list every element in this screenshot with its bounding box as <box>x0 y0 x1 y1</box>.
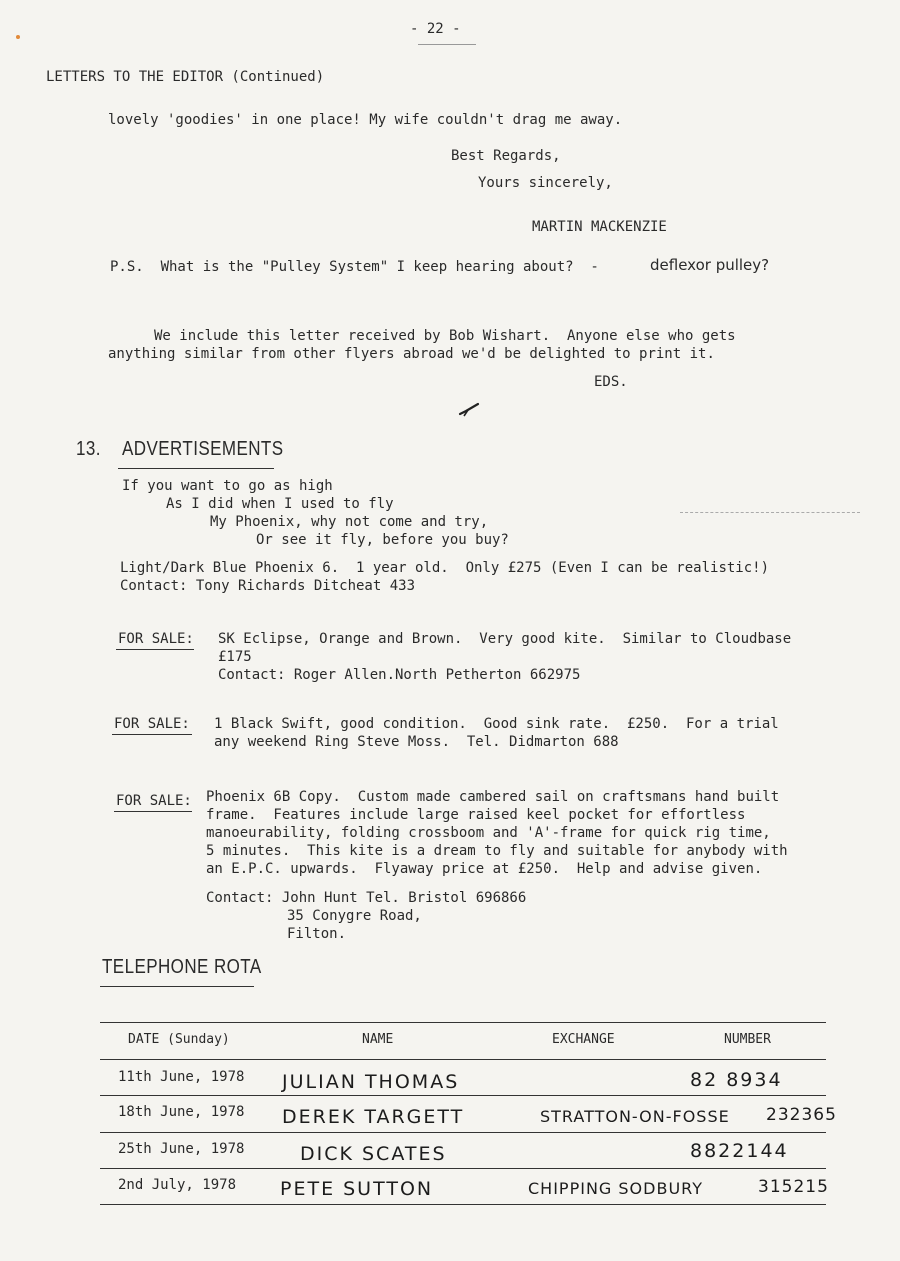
ads-title-underline <box>118 468 274 469</box>
ad-swift-line-1: 1 Black Swift, good condition. Good sink rate. £250. For a trial <box>214 716 779 732</box>
rota-bottom-rule <box>100 1204 826 1205</box>
letter-regards: Best Regards, <box>451 148 561 164</box>
rota-row-4-number: 315215 <box>758 1177 829 1197</box>
rota-row-rule-1 <box>100 1095 826 1096</box>
rota-row-3-date: 25th June, 1978 <box>118 1141 245 1157</box>
editor-note-sign: EDS. <box>594 374 628 390</box>
letter-ps-handwritten-note: deflexor pulley? <box>650 256 770 274</box>
ad-phoenix-6b-line-2: frame. Features include large raised keel pocket for effortless <box>206 807 746 823</box>
ad-poem-line-3: My Phoenix, why not come and try, <box>210 514 489 530</box>
ad-phoenix-6b-line-5: an E.P.C. upwards. Flyaway price at £250. Help and advise given. <box>206 861 763 877</box>
rota-header-exchange: EXCHANGE <box>552 1032 615 1047</box>
letter-ps: P.S. What is the "Pulley System" I keep hearing about? - <box>110 259 599 275</box>
ad-phoenix-6b-contact: Contact: John Hunt Tel. Bristol 696866 <box>206 890 527 906</box>
ad-phoenix-6b-address-2: Filton. <box>287 926 347 942</box>
ad-poem-line-2: As I did when I used to fly <box>166 496 394 512</box>
editor-note-line-2: anything similar from other flyers abroad we'd be delighted to print it. <box>108 346 715 362</box>
for-sale-underline-3 <box>114 811 192 812</box>
for-sale-underline-2 <box>112 734 192 735</box>
rota-row-rule-2 <box>100 1132 826 1133</box>
ad-swift-line-2: any weekend Ring Steve Moss. Tel. Didmarton 688 <box>214 734 619 750</box>
ad-phoenix-6-contact: Contact: Tony Richards Ditcheat 433 <box>120 578 416 594</box>
ad-phoenix-6b-line-3: manoeurability, folding crossboom and 'A'-frame for quick rig time, <box>206 825 771 841</box>
ad-eclipse-line-1: SK Eclipse, Orange and Brown. Very good kite. Similar to Cloudbase <box>218 631 792 647</box>
ad-poem-line-4: Or see it fly, before you buy? <box>256 532 509 548</box>
page-number: - 22 - <box>410 21 461 37</box>
rota-row-2-date: 18th June, 1978 <box>118 1104 245 1120</box>
ad-poem-line-1: If you want to go as high <box>122 478 333 494</box>
ads-section-title: ADVERTISEMENTS <box>122 438 284 460</box>
rota-row-rule-3 <box>100 1168 826 1169</box>
for-sale-label-3: FOR SALE: <box>116 793 192 809</box>
rota-row-2-name: DEREK TARGETT <box>282 1106 465 1128</box>
faint-dash-mark <box>680 512 860 513</box>
telephone-rota-title: TELEPHONE ROTA <box>102 956 262 978</box>
letter-closing-line: lovely 'goodies' in one place! My wife couldn't drag me away. <box>108 112 623 128</box>
section-continued-heading: LETTERS TO THE EDITOR (Continued) <box>46 69 325 85</box>
rota-row-1-number: 82 8934 <box>690 1069 783 1091</box>
rota-header-number: NUMBER <box>724 1032 771 1047</box>
ad-phoenix-6-line-1: Light/Dark Blue Phoenix 6. 1 year old. Only £275 (Even I can be realistic!) <box>120 560 770 576</box>
rota-row-4-date: 2nd July, 1978 <box>118 1177 237 1193</box>
rota-header-rule <box>100 1059 826 1060</box>
ad-eclipse-contact: Contact: Roger Allen.North Petherton 662975 <box>218 667 581 683</box>
for-sale-label-1: FOR SALE: <box>118 631 194 647</box>
for-sale-label-2: FOR SALE: <box>114 716 190 732</box>
rota-header-name: NAME <box>362 1032 394 1047</box>
editor-note-line-1: We include this letter received by Bob Wishart. Anyone else who gets <box>154 328 736 344</box>
rota-top-rule <box>100 1022 826 1023</box>
paper-speck <box>16 35 20 39</box>
letter-signature: MARTIN MACKENZIE <box>532 219 667 235</box>
ads-section-number: 13. <box>76 438 101 460</box>
ad-phoenix-6b-line-4: 5 minutes. This kite is a dream to fly and suitable for anybody with <box>206 843 788 859</box>
rota-row-1-name: JULIAN THOMAS <box>282 1071 460 1093</box>
rota-row-4-name: PETE SUTTON <box>280 1178 434 1200</box>
letter-sincerely: Yours sincerely, <box>478 175 613 191</box>
telephone-rota-underline <box>100 986 254 987</box>
page-number-rule <box>418 44 476 45</box>
rota-row-3-number: 8822144 <box>690 1140 789 1162</box>
for-sale-underline-1 <box>116 649 194 650</box>
rota-header-date: DATE (Sunday) <box>128 1032 230 1047</box>
rota-row-2-number: 232365 <box>766 1105 837 1125</box>
rota-row-2-exchange: STRATTON-ON-FOSSE <box>540 1107 730 1126</box>
rota-row-4-exchange: CHIPPING SODBURY <box>528 1179 704 1198</box>
ad-phoenix-6b-line-1: Phoenix 6B Copy. Custom made cambered sail on craftsmans hand built <box>206 789 780 805</box>
rota-row-3-name: DICK SCATES <box>300 1143 447 1165</box>
rota-row-1-date: 11th June, 1978 <box>118 1069 245 1085</box>
separator-mark-icon <box>458 402 480 418</box>
ad-phoenix-6b-address-1: 35 Conygre Road, <box>287 908 422 924</box>
ad-eclipse-price: £175 <box>218 649 252 665</box>
